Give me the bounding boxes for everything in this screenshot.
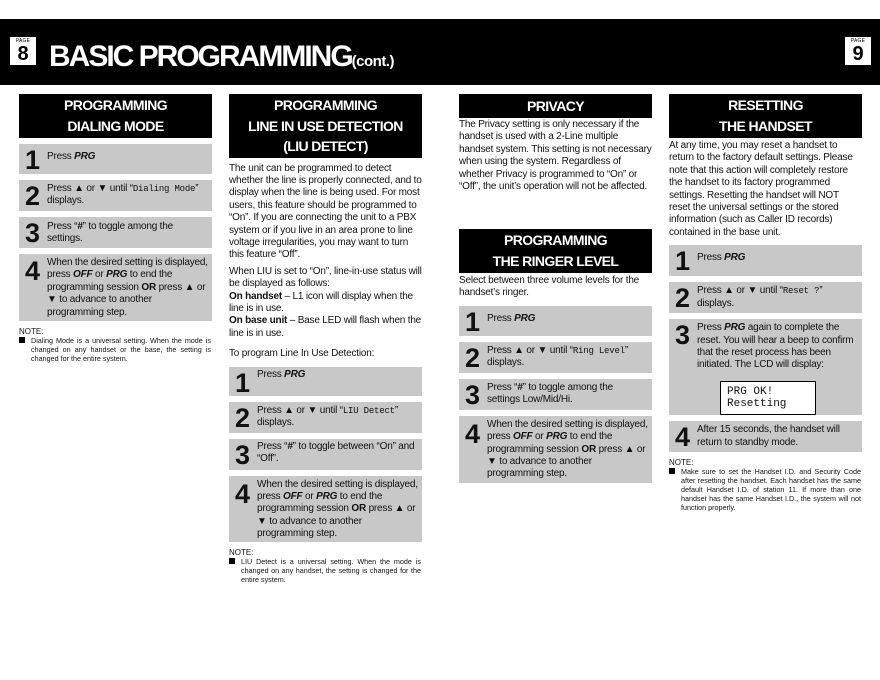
up-arrow-icon: ▲	[394, 503, 405, 515]
down-arrow-icon: ▼	[97, 183, 108, 194]
section-heading: PROGRAMMING DIALING MODE	[19, 94, 212, 138]
step-1: 1 Press PRG	[19, 144, 212, 174]
step-2: 2 Press ▲ or ▼ until “Reset ?” displays.	[669, 282, 862, 313]
section-privacy	[459, 94, 652, 193]
bullet-square-icon	[19, 337, 25, 343]
section-heading: PROGRAMMING THE RINGER LEVEL	[459, 229, 652, 273]
down-arrow-icon: ▼	[257, 515, 267, 527]
up-arrow-icon: ▲	[624, 443, 635, 455]
page-label: PAGE	[850, 38, 866, 44]
note-label: NOTE:	[669, 458, 694, 468]
handset-text: On handset – L1 icon will display when the line is in use.	[229, 290, 413, 314]
step-1: 1 Press PRG	[669, 245, 862, 276]
page-label: PAGE	[15, 38, 31, 44]
section-dialing-mode	[19, 94, 212, 363]
section-resetting-handset	[669, 94, 862, 512]
page-number-right	[845, 37, 871, 65]
step-3: 3 Press “#” to toggle among the settings Low/Mid/Hi.	[459, 379, 652, 410]
step-4: 4 When the desired setting is displayed, press OFF or PRG to end the programming session OR press ▲ or ▼ to advance to another programming step.	[229, 476, 422, 542]
note: Dialing Mode is a universal setting. When the mode is changed on any handset or the base, the setting is changed for the entire system.	[19, 336, 212, 363]
lcd-display	[720, 381, 816, 415]
lcd-line-2: Resetting	[727, 398, 787, 410]
section-heading: PROGRAMMING LINE IN USE DETECTION (LIU DETECT)	[229, 94, 422, 158]
step-3: 3 Press “#” to toggle between “On” and “Off”.	[229, 439, 422, 470]
up-arrow-icon: ▲	[74, 183, 84, 194]
step-3: 3 Press PRG again to complete the reset. You will hear a beep to confirm that the reset process has been initiated. The LCD will display:	[669, 319, 862, 415]
page-number: 8	[17, 43, 29, 65]
intro-text: At any time, you may reset a handset to return to the factory default settings. Please note that this action will completely restore the handset to its factory programmed settings. Resetting the handset will NOT reset the universal settings or the stored information (such as Caller ID records) contained in the base unit.	[669, 140, 853, 238]
step-2: 2 Press ▲ or ▼ until “Dialing Mode” displays.	[19, 180, 212, 211]
section-heading: PRIVACY	[459, 94, 652, 118]
step-1: 1 Press PRG	[459, 306, 652, 336]
down-arrow-icon: ▼	[307, 404, 318, 416]
liu-status-text: When LIU is set to “On”, line-in-use status will be displayed as follows:	[229, 265, 422, 290]
lcd-line-1: PRG OK!	[727, 386, 774, 398]
step-4: 4 When the desired setting is displayed, press OFF or PRG to end the programming session OR press ▲ or ▼ to advance to another programming step.	[19, 254, 212, 321]
up-arrow-icon: ▲	[514, 344, 524, 356]
page-number: 9	[852, 43, 864, 65]
step-1: 1 Press PRG	[229, 367, 422, 396]
bullet-square-icon	[669, 468, 675, 474]
privacy-text: The Privacy setting is only necessary if the handset is used with a 2-Line multiple handset system. This setting is not necessary when using the system. Regardless of whether Privacy is programmed to “On” or “Off”, the unit’s operation will not be affected.	[459, 119, 652, 193]
up-arrow-icon: ▲	[284, 404, 294, 416]
note: LIU Detect is a universal setting. When the mode is changed on any handset, the setting is changed for the entire system.	[229, 557, 422, 584]
up-arrow-icon: ▲	[184, 281, 195, 293]
to-program-text: To program Line In Use Detection:	[229, 348, 375, 360]
step-2: 2 Press ▲ or ▼ until “Ring Level” displays.	[459, 342, 652, 373]
down-arrow-icon: ▼	[487, 456, 497, 468]
page-title: BASIC PROGRAMMING(cont.)	[49, 40, 394, 73]
intro-text: Select between three volume levels for the handset’s ringer.	[459, 275, 640, 299]
step-4: 4 After 15 seconds, the handset will return to standby mode.	[669, 421, 862, 452]
base-text: On base unit – Base LED will flash when the line is in use.	[229, 315, 422, 339]
note-label: NOTE:	[229, 547, 254, 557]
note-label: NOTE:	[19, 327, 44, 336]
down-arrow-icon: ▼	[47, 294, 57, 306]
down-arrow-icon: ▼	[537, 344, 548, 356]
section-ringer-level	[459, 229, 652, 483]
bullet-square-icon	[229, 558, 235, 564]
intro-text: The unit can be programmed to detect whether the line is properly connected, and to display when the line is being used. For most users, this feature should be programmed to “On”. If you are connecting the unit to a PBX system or if you live in an area prone to line voltage irregularities, you may want to turn this feature “Off”.	[229, 162, 422, 261]
step-3: 3 Press “#” to toggle among the settings.	[19, 217, 212, 248]
up-arrow-icon: ▲	[724, 285, 734, 297]
step-2: 2 Press ▲ or ▼ until “LIU Detect” displays.	[229, 402, 422, 433]
section-heading: RESETTING THE HANDSET	[669, 94, 862, 138]
section-liu-detect	[229, 94, 422, 584]
step-4: 4 When the desired setting is displayed, press OFF or PRG to end the programming session OR press ▲ or ▼ to advance to another programming step.	[459, 416, 652, 483]
down-arrow-icon: ▼	[747, 285, 758, 297]
note: Make sure to set the Handset I.D. and Security Code after resetting the handset. Each handset has the same default Handset I.D. of station 11. If more than one handset has the same Handset I.D., the system will not function properly.	[669, 467, 862, 512]
page-number-left	[10, 37, 36, 65]
